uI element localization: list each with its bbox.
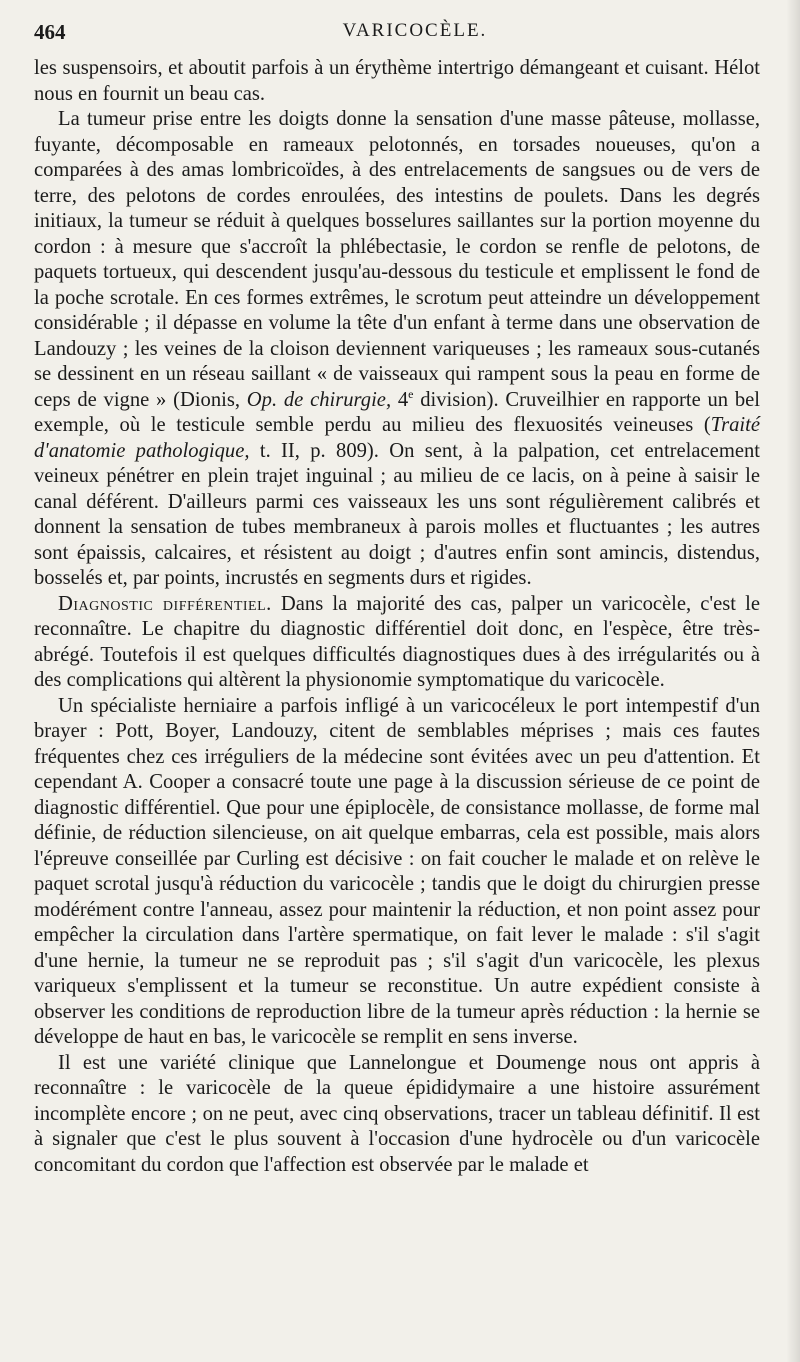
- paragraph-tumeur: [34, 107, 760, 592]
- paragraph-diagnostic-text: Dans la majorité des cas, palper un varicocèle, c'est le reconnaître. Le chapitre du diagnostic différentiel doit donc, en l'espèce, être très-abrégé. Toutefois il est quelques difficultés diagnostiques dues à des irrégularités ou à des complications qui altèrent la physionomie symptomatique du varicocèle.: [34, 592, 760, 691]
- citation-dionis: Op. de chirurgie,: [246, 388, 392, 411]
- paragraph-tumeur-text-b: division). Cruveilhier en rapporte un bel exemple, où le testicule semble perdu au milieu des flexuosités veineuses (: [34, 388, 760, 436]
- ordinal-suffix: e: [408, 386, 414, 401]
- paragraph-diagnostic: [34, 592, 760, 694]
- division-ordinal: 4: [397, 388, 409, 411]
- running-head: [34, 16, 760, 56]
- paragraph-tumeur-text-c: t. II, p. 809). On sent, à la palpation, cet entrelacement veineux pénétrer en plein trajet inguinal ; au milieu de ce lacis, on à peine à saisir le canal déférent. D'ailleurs parmi ces vaisseaux les uns sont régulièrement calibrés et donnent la sensation de tubes membraneux à parois molles et fluctuantes ; les autres sont épaissis, calcaires, et résistent au doigt ; d'autres enfin sont amincis, distendus, bosselés et, par points, incrustés en segments durs et rigides.: [34, 439, 760, 589]
- paragraph-tumeur-text-a: La tumeur prise entre les doigts donne la sensation d'une masse pâteuse, mollasse, fuyante, décomposable en rameaux pelotonnés, en torsades noueuses, qu'on a comparées à des amas lombricoïdes, à des entrelacements de sangsues ou de vers de terre, des pelotons de cordes enroulées, des intestins de poulets. Dans les degrés initiaux, la tumeur se réduit à quelques bosselures saillantes sur la portion moyenne du cordon : à mesure que s'accroît la phlébectasie, le cordon se renfle de pelotons, de paquets tortueux, qui descendent jusqu'au-dessous du testicule et emplissent le fond de la poche scrotale. En ces formes extrêmes, le scrotum peut atteindre un développement considérable ; il dépasse en volume la tête d'un enfant à terme dans une observation de Landouzy ; les veines de la cloison deviennent variqueuses ; les rameaux sous-cutanés se dessinent en un réseau saillant « de vaisseaux qui rampent sous la peau en forme de ceps de vigne » (Dionis,: [34, 108, 760, 411]
- paragraph-continuation: les suspensoirs, et aboutit parfois à un érythème intertrigo démangeant et cuisant. Hélot nous en fournit un beau cas.: [34, 57, 760, 105]
- paragraph-variete: Il est une variété clinique que Lannelongue et Doumenge nous ont appris à reconnaître : le varicocèle de la queue épididymaire a une histoire assurément incomplète encore ; on ne peut, avec cinq observations, tracer un tableau définitif. Il est à signaler que c'est le plus souvent à l'occasion d'une hydrocèle ou d'un varicocèle concomitant du cordon que l'affection est observée par le malade et: [34, 1051, 760, 1176]
- running-title: VARICOCÈLE.: [342, 20, 488, 41]
- page-number: 464: [34, 20, 66, 44]
- body-text: [34, 56, 760, 1178]
- paragraph-specialiste: Un spécialiste herniaire a parfois infligé à un varicocéleux le port intempestif d'un brayer : Pott, Boyer, Landouzy, citent de semblables méprises ; mais ces fautes fréquentes chez ces irréguliers de la médecine sont évitées avec un peu d'attention. Et cependant A. Cooper a consacré toute une page à la discussion sérieuse de ce point de diagnostic différentiel. Que pour une épiplocèle, de consistance mollasse, de forme mal définie, de réduction silencieuse, on ait quelque embarras, cela est possible, mais alors l'épreuve conseillée par Curling est décisive : on fait coucher le malade et on relève le paquet scrotal jusqu'à réduction du varicocèle ; tandis que le doigt du chirurgien presse modérément contre l'anneau, assez pour maintenir la réduction, et non point assez pour empêcher la circulation dans l'artère spermatique, on fait lever le malade : s'il s'agit d'une hernie, la tumeur ne se reproduit pas ; s'il s'agit d'un varicocèle, les plexus variqueux s'emplissent et la tumeur se reconstitue. Un autre expédient consiste à observer les conditions de reproduction libre de la tumeur après réduction : la hernie se développe de haut en bas, le varicocèle se remplit en sens inverse.: [34, 694, 760, 1048]
- citation-traite: Traité d'anatomie pathologique,: [34, 414, 760, 462]
- section-heading-diagnostic: Diagnostic différentiel.: [58, 592, 272, 615]
